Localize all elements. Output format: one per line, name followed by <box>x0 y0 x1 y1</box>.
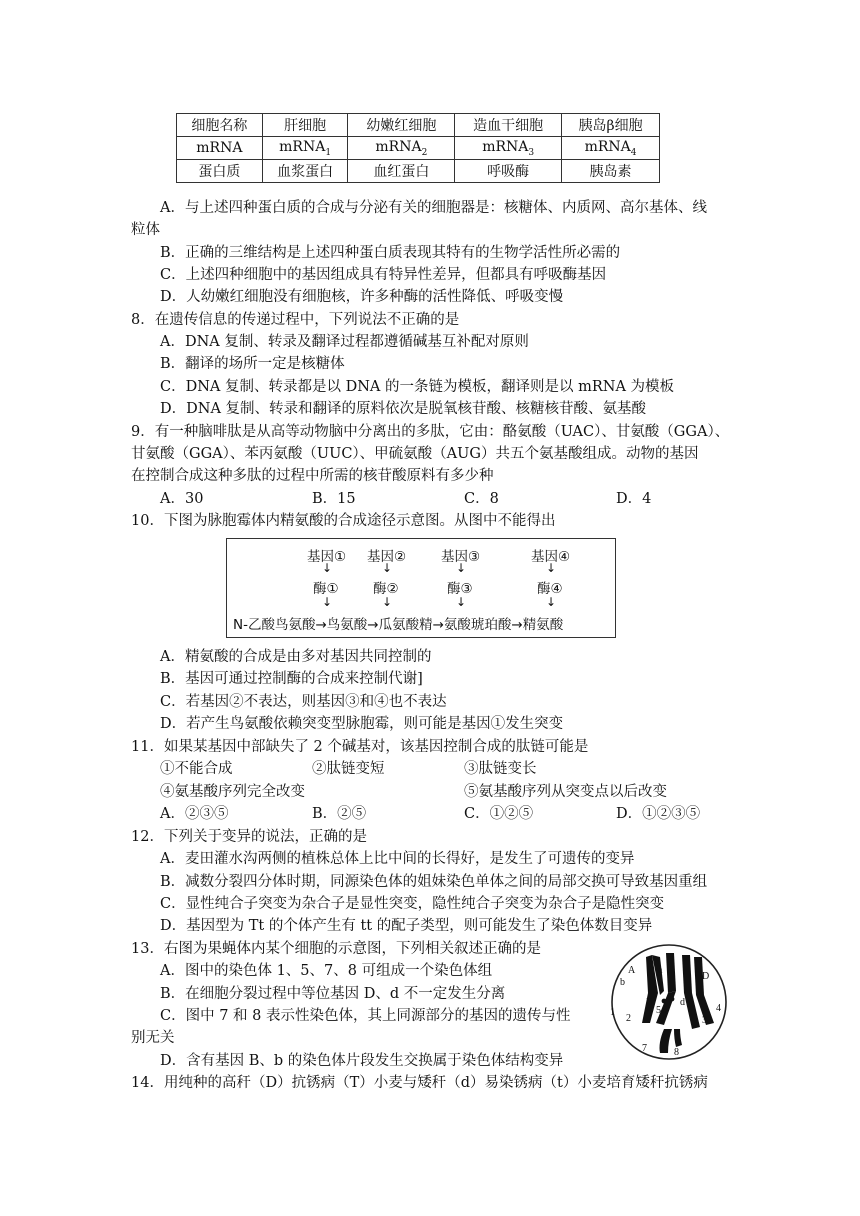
gene-label-a-lower: a <box>658 965 663 976</box>
down-arrow-icon: ↓ <box>382 561 393 575</box>
q9-stem-cont: 甘氨酸（GGA）、苯丙氨酸（UUC）、甲硫氨酸（AUG）共五个氨基酸组成。动物的基因 <box>131 446 699 462</box>
q12-option-a: A．麦田灌水沟两侧的植株总体上比中间的长得好，是发生了可遗传的变异 <box>160 851 635 867</box>
mrna-prefix: mRNA <box>375 138 422 155</box>
q7-option-d: D．人幼嫩红细胞没有细胞核，许多种酶的活性降低、呼吸变慢 <box>160 289 564 305</box>
gene-label: 基因① <box>307 549 347 565</box>
down-arrow-icon: ↓ <box>546 561 557 575</box>
table-cell <box>455 137 562 160</box>
chromosome-label-5: 5 <box>656 1005 661 1016</box>
table-cell: 细胞名称 <box>177 114 263 137</box>
gene-label: 基因④ <box>531 549 571 565</box>
gene-label-a-upper: A <box>628 965 636 976</box>
table-cell <box>262 137 348 160</box>
chromosome-7 <box>660 1029 673 1053</box>
table-cell: 血浆蛋白 <box>262 160 348 183</box>
gene-label: 基因③ <box>441 549 481 565</box>
chromosome-5-dot <box>662 999 667 1004</box>
q13-option-c-cont: 别无关 <box>131 1030 175 1046</box>
chromosome-label-8: 8 <box>674 1047 679 1058</box>
q10-option-b: B．基因可通过控制酶的合成来控制代谢] <box>160 671 423 687</box>
enzyme-label: 酶② <box>373 581 399 597</box>
q7-option-b: B．正确的三维结构是上述四种蛋白质表现其特有的生物学活性所必需的 <box>160 245 621 261</box>
table-cell: 胰岛β细胞 <box>562 114 660 137</box>
q10-option-d: D．若产生鸟氨酸依赖突变型脉胞霉，则可能是基因①发生突变 <box>160 716 564 732</box>
q11-item-3: ③肽链变长 <box>464 761 537 777</box>
down-arrow-icon: ↓ <box>456 595 467 609</box>
q12-option-b: B．减数分裂四分体时期，同源染色体的姐妹染色单体之间的局部交换可导致基因重组 <box>160 874 708 890</box>
q12-stem: 12．下列关于变异的说法，正确的是 <box>131 829 367 845</box>
gene-label-b-upper: B <box>646 997 653 1008</box>
q9-option-a: A．30 <box>160 491 204 507</box>
q9-option-b: B．15 <box>312 491 356 507</box>
mrna-index: 4 <box>630 147 637 158</box>
table-cell: 幼嫩红细胞 <box>348 114 455 137</box>
enzyme-label: 酶③ <box>447 581 473 597</box>
q13-stem: 13．右图为果蝇体内某个细胞的示意图，下列相关叙述正确的是 <box>131 941 541 957</box>
q11-option-b: B．②⑤ <box>312 806 367 822</box>
gene-label-d-lower: d <box>680 997 685 1008</box>
q11-item-1: ①不能合成 <box>160 761 233 777</box>
enzyme-label: 酶④ <box>537 581 563 597</box>
q8-option-b: B．翻译的场所一定是核糖体 <box>160 356 345 372</box>
down-arrow-icon: ↓ <box>322 595 333 609</box>
table-cell: 血红蛋白 <box>348 160 455 183</box>
down-arrow-icon: ↓ <box>322 561 333 575</box>
chromosome-label-6: 6 <box>662 1005 667 1016</box>
q12-option-c: C．显性纯合子突变为杂合子是显性突变，隐性纯合子突变为杂合子是隐性突变 <box>160 896 665 912</box>
enzyme-label: 酶① <box>313 581 339 597</box>
table-cell: mRNA <box>177 137 263 160</box>
q8-stem: 8．在遗传信息的传递过程中，下列说法不正确的是 <box>131 312 460 328</box>
q14-stem: 14．用纯种的高秆（D）抗锈病（T）小麦与矮秆（d）易染锈病（t）小麦培育矮秆抗锈病 <box>131 1075 708 1091</box>
table-cell: 胰岛素 <box>562 160 660 183</box>
q8-option-a: A．DNA 复制、转录及翻译过程都遵循碱基互补配对原则 <box>160 334 529 350</box>
q7-option-a: A．与上述四种蛋白质的合成与分泌有关的细胞器是：核糖体、内质网、高尔基体、线 <box>160 200 707 216</box>
q11-option-a: A．②③⑤ <box>160 806 229 822</box>
mrna-prefix: mRNA <box>279 138 326 155</box>
q11-option-d: D．①②③⑤ <box>616 806 701 822</box>
table-cell: 呼吸酶 <box>455 160 562 183</box>
mrna-prefix: mRNA <box>584 138 631 155</box>
chromosome-label-7: 7 <box>642 1043 647 1054</box>
q8-option-c: C．DNA 复制、转录都是以 DNA 的一条链为模板，翻译则是以 mRNA 为模板 <box>160 379 675 395</box>
mrna-prefix: mRNA <box>482 138 529 155</box>
chromosome-6-dot <box>670 997 675 1002</box>
q7-option-a-cont: 粒体 <box>131 222 160 238</box>
q10-option-a: A．精氨酸的合成是由多对基因共同控制的 <box>160 649 432 665</box>
q8-option-d: D．DNA 复制、转录和翻译的原料依次是脱氧核苷酸、核糖核苷酸、氨基酸 <box>160 401 647 417</box>
chromosome-label-4: 4 <box>716 1003 721 1014</box>
gene-label-d-upper: D <box>702 971 710 982</box>
table-row <box>177 137 660 160</box>
q13-option-d: D．含有基因 B、b 的染色体片段发生交换属于染色体结构变异 <box>160 1053 564 1069</box>
mrna-index: 3 <box>528 147 535 158</box>
q11-item-5: ⑤氨基酸序列从突变点以后改变 <box>464 784 667 800</box>
q9-stem: 9．有一种脑啡肽是从高等动物脑中分离出的多肽，它由：酪氨酸（UAC）、甘氨酸（GGA）、 <box>131 424 730 440</box>
chromosome-8 <box>674 1029 682 1047</box>
gene-label-b-lower: b <box>620 977 625 988</box>
mrna-index: 1 <box>325 147 332 158</box>
q13-option-a: A．图中的染色体 1、5、7、8 可组成一个染色体组 <box>160 963 493 979</box>
q9-stem-cont: 在控制合成这种多肽的过程中所需的核苷酸原料有多少种 <box>131 468 494 484</box>
q9-option-c: C．8 <box>464 491 499 507</box>
q13-option-b: B．在细胞分裂过程中等位基因 D、d 不一定发生分离 <box>160 986 506 1002</box>
q9-option-d: D．4 <box>616 491 652 507</box>
down-arrow-icon: ↓ <box>546 595 557 609</box>
down-arrow-icon: ↓ <box>382 595 393 609</box>
q11-item-4: ④氨基酸序列完全改变 <box>160 784 305 800</box>
chromosome-3 <box>682 955 692 993</box>
q11-item-2: ②肽链变短 <box>312 761 385 777</box>
chromosome-label-2: 2 <box>626 1013 631 1024</box>
chromosome-label-3: 3 <box>702 1015 707 1026</box>
table-row <box>177 114 660 137</box>
q11-option-c: C．①②⑤ <box>464 806 534 822</box>
table-cell <box>562 137 660 160</box>
chromosome-label-1: 1 <box>610 1007 615 1018</box>
table-cell: 蛋白质 <box>177 160 263 183</box>
q7-option-c: C．上述四种细胞中的基因组成具有特异性差异，但都具有呼吸酶基因 <box>160 267 607 283</box>
table-cell: 肝细胞 <box>262 114 348 137</box>
arginine-pathway-diagram <box>226 538 616 638</box>
table-cell <box>348 137 455 160</box>
chromosome-2 <box>666 953 676 993</box>
q12-option-d: D．基因型为 Tt 的个体产生有 tt 的配子类型，则可能发生了染色体数目变异 <box>160 918 653 934</box>
q11-stem: 11．如果某基因中部缺失了 2 个碱基对，该基因控制合成的肽链可能是 <box>131 739 589 755</box>
down-arrow-icon: ↓ <box>456 561 467 575</box>
cell-table <box>176 113 660 183</box>
table-row <box>177 160 660 183</box>
gene-label: 基因② <box>367 549 407 565</box>
table-cell: 造血干细胞 <box>455 114 562 137</box>
pathway-chain: N-乙酸鸟氨酸→鸟氨酸→瓜氨酸精→氨酸琥珀酸→精氨酸 <box>233 617 564 633</box>
fruit-fly-cell-diagram <box>602 943 736 1061</box>
q10-option-c: C．若基因②不表达，则基因③和④也不表达 <box>160 694 447 710</box>
q10-stem: 10．下图为脉胞霉体内精氨酸的合成途径示意图。从图中不能得出 <box>131 513 556 529</box>
mrna-index: 2 <box>421 147 428 158</box>
q13-option-c: C．图中 7 和 8 表示性染色体，其上同源部分的基因的遗传与性 <box>160 1008 571 1024</box>
